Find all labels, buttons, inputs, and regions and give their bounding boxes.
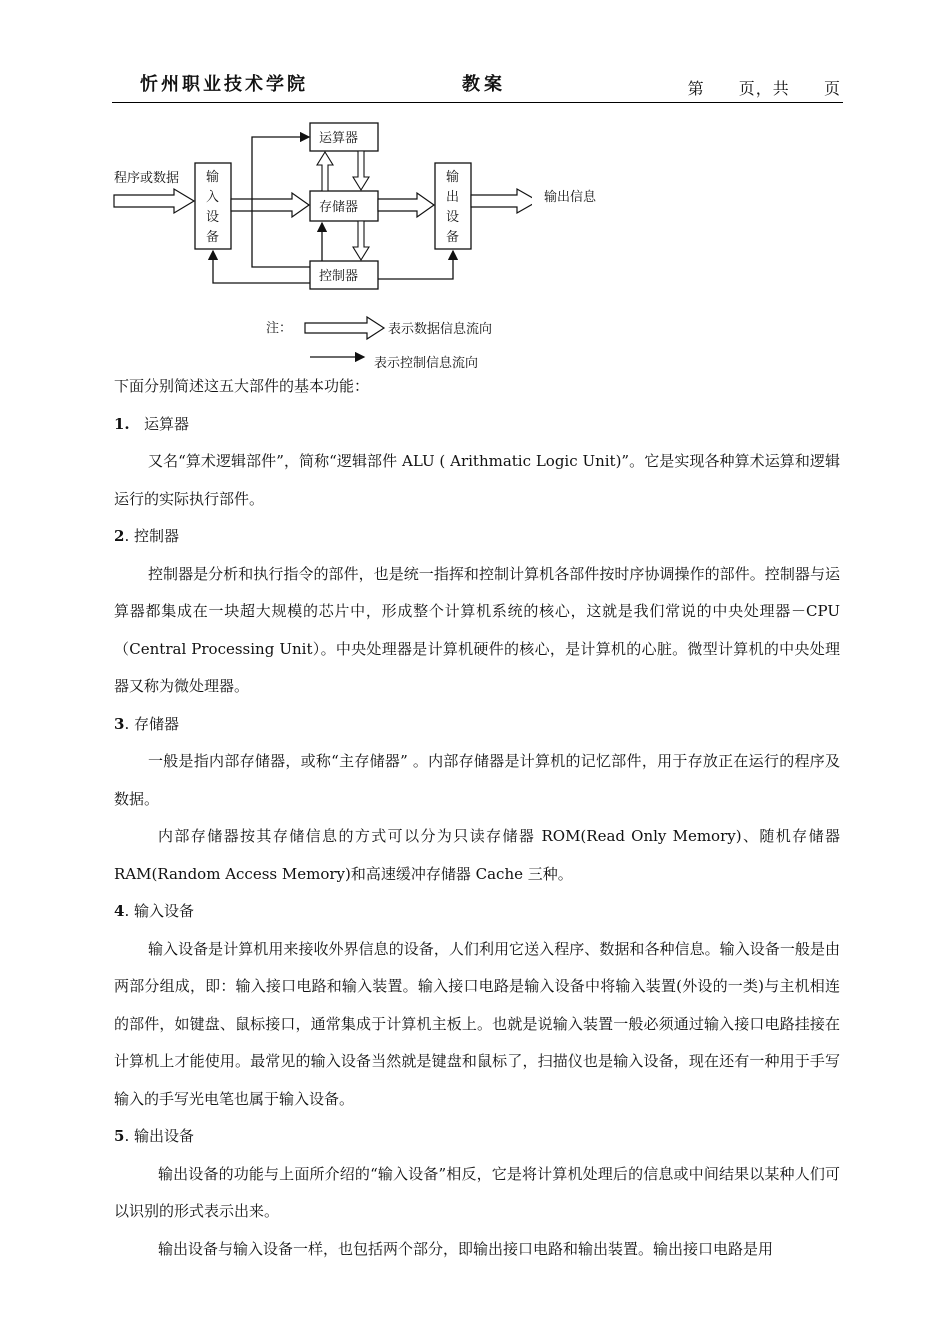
input-device-char-3: 设 bbox=[206, 210, 220, 225]
section-5-title: . 输出设备 bbox=[124, 1127, 194, 1145]
data-arrow-mem-out bbox=[378, 193, 434, 217]
section-3-heading bbox=[114, 706, 840, 744]
page-label-1: 第 bbox=[687, 79, 705, 98]
output-device-char-2: 出 bbox=[446, 190, 460, 205]
doc-title: 教案 bbox=[462, 74, 506, 95]
controller-label: 控制器 bbox=[319, 269, 359, 284]
section-5-heading bbox=[114, 1118, 840, 1156]
output-device-char-4: 备 bbox=[446, 230, 460, 245]
note-label: 注： bbox=[266, 321, 293, 336]
section-4-paragraph: 输入设备是计算机用来接收外界信息的设备，人们利用它送入程序、数据和各种信息。输入设备一般是由两部分组成，即：输入接口电路和输入装置。输入接口电路是输入设备中将输入装置(外设的一类)与主机相连的部件，如键盘、鼠标接口，通常集成于计算机主板上。也就是说输入装置一般必须通过输入接口电路挂接在计算机上才能使用。最常见的输入设备当然就是键盘和鼠标了，扫描仪也是输入设备，现在还有一种用于手写输入的手写光电笔也属于输入设备。 bbox=[114, 939, 840, 1108]
intro-text: 下面分别简述这五大部件的基本功能： bbox=[114, 377, 370, 395]
data-arrow-alu-mem bbox=[353, 151, 369, 190]
page-label-3: 页 bbox=[823, 79, 841, 98]
section-1-heading bbox=[114, 406, 840, 444]
input-label: 程序或数据 bbox=[114, 171, 180, 186]
section-4-title: . 输入设备 bbox=[124, 902, 194, 920]
school-name: 忻州职业技术学院 bbox=[140, 74, 308, 95]
section-4-heading bbox=[114, 893, 840, 931]
section-3-paragraph-1: 一般是指内部存储器，或称“主存储器” 。内部存储器是计算机的记忆部件，用于存放正在运行的程序及数据。 bbox=[114, 752, 840, 808]
section-2-paragraph: 控制器是分析和执行指令的部件，也是统一指挥和控制计算机各部件按时序协调操作的部件。控制器与运算器都集成在一块超大规模的芯片中，形成整个计算机系统的核心，这就是我们常说的中央处理器－CPU（Central Processing Unit）。中央处理器是计算机硬件的核心，是计算机的心脏。微型计算机的中央处理器又称为微处理器。 bbox=[114, 564, 840, 695]
output-device-char-3: 设 bbox=[446, 210, 460, 225]
section-1-title: 运算器 bbox=[143, 414, 189, 433]
section-3-number: 3 bbox=[114, 714, 125, 733]
page-label-2: 页，共 bbox=[738, 79, 790, 98]
page-counter bbox=[688, 76, 841, 99]
section-2-number: 2 bbox=[114, 527, 125, 545]
document-body bbox=[114, 368, 840, 1268]
data-arrow-in-mem bbox=[231, 193, 309, 217]
section-3-paragraph-2: 内部存储器按其存储信息的方式可以分为只读存储器 ROM(Read Only Memory)、随机存储器 RAM(Random Access Memory)和高速缓冲存储器 Cache 三种。 bbox=[114, 827, 840, 883]
data-arrow-input bbox=[114, 189, 194, 213]
memory-label: 存储器 bbox=[319, 200, 359, 215]
section-1-number: 1. bbox=[114, 414, 130, 433]
alu-label: 运算器 bbox=[319, 131, 359, 146]
section-2-title: . 控制器 bbox=[124, 527, 179, 545]
input-device-char-1: 输 bbox=[206, 170, 220, 185]
section-5-paragraph-2: 输出设备与输入设备一样，也包括两个部分，即输出接口电路和输出装置。输出接口电路是用 bbox=[158, 1239, 774, 1258]
page-header bbox=[112, 66, 843, 103]
data-arrow-output bbox=[471, 189, 532, 213]
output-device-char-1: 输 bbox=[446, 170, 460, 185]
legend-data-arrow bbox=[305, 317, 384, 339]
data-arrow-mem-alu bbox=[317, 152, 333, 191]
data-arrow-mem-ctrl bbox=[353, 221, 369, 260]
section-1-paragraph: 又名“算术逻辑部件”，简称“逻辑部件 ALU ( Arithmatic Logic Unit)”。它是实现各种算术运算和逻辑运行的实际执行部件。 bbox=[114, 452, 840, 508]
legend-data-label: 表示数据信息流向 bbox=[388, 322, 493, 337]
control-line-ctrl-out bbox=[378, 251, 453, 279]
legend-control-label: 表示控制信息流向 bbox=[374, 356, 479, 370]
section-3-title: . 存储器 bbox=[124, 714, 179, 733]
input-device-char-4: 备 bbox=[206, 230, 220, 245]
output-info-label: 输出信息 bbox=[544, 190, 597, 205]
section-2-heading bbox=[114, 518, 840, 556]
input-device-char-2: 入 bbox=[206, 190, 220, 205]
section-5-paragraph-1: 输出设备的功能与上面所介绍的“输入设备”相反，它是将计算机处理后的信息或中间结果以某种人们可以识别的形式表示出来。 bbox=[114, 1164, 840, 1220]
computer-architecture-diagram bbox=[112, 115, 532, 370]
section-5-number: 5 bbox=[114, 1127, 125, 1145]
section-4-number: 4 bbox=[114, 902, 125, 920]
